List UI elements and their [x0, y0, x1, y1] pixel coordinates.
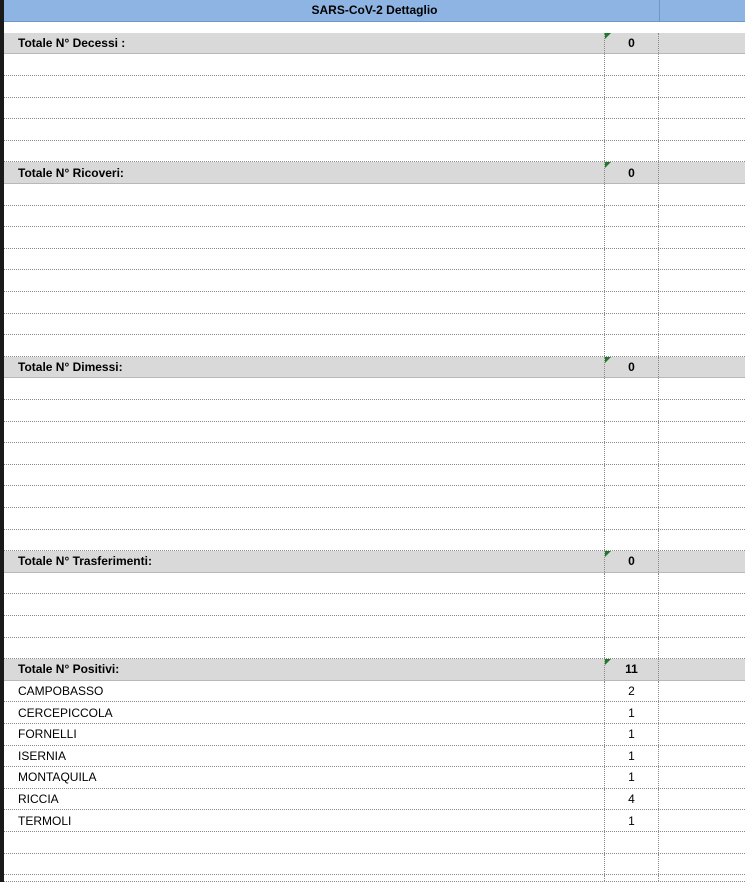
municipality-name[interactable]: CERCEPICCOLA [4, 702, 605, 723]
comment-indicator-icon [605, 162, 611, 168]
decessi-value[interactable]: 0 [605, 33, 659, 54]
empty-cell[interactable] [659, 681, 745, 702]
dimessi-label[interactable]: Totale N° Dimessi: [4, 357, 605, 378]
header-extra-cell[interactable] [659, 0, 745, 21]
comment-indicator-icon [605, 551, 611, 557]
table-row[interactable] [4, 767, 745, 789]
municipality-name[interactable]: TERMOLI [4, 810, 605, 831]
municipality-name[interactable]: CAMPOBASSO [4, 681, 605, 702]
empty-row[interactable] [4, 573, 745, 595]
comment-indicator-icon [605, 357, 611, 363]
positive-count[interactable]: 1 [605, 810, 659, 831]
empty-row[interactable] [4, 335, 745, 357]
table-row[interactable] [4, 702, 745, 724]
empty-row[interactable] [4, 875, 745, 882]
empty-row[interactable] [4, 54, 745, 76]
trasferimenti-value[interactable]: 0 [605, 551, 659, 572]
positive-count[interactable]: 1 [605, 702, 659, 723]
empty-row[interactable] [4, 227, 745, 249]
empty-row[interactable] [4, 76, 745, 98]
ricoveri-label[interactable]: Totale N° Ricoveri: [4, 162, 605, 183]
empty-row[interactable] [4, 854, 745, 876]
comment-indicator-icon [605, 659, 611, 665]
section-ricoveri[interactable] [4, 162, 745, 184]
comment-indicator-icon [605, 33, 611, 39]
empty-row[interactable] [4, 98, 745, 120]
empty-row[interactable] [4, 616, 745, 638]
empty-cell[interactable] [659, 702, 745, 723]
municipality-name[interactable]: MONTAQUILA [4, 767, 605, 788]
empty-row[interactable] [4, 443, 745, 465]
section-positivi[interactable] [4, 659, 745, 681]
positive-count[interactable]: 1 [605, 767, 659, 788]
decessi-label[interactable]: Totale N° Decessi : [4, 33, 605, 54]
empty-row[interactable] [4, 141, 745, 163]
trasferimenti-label[interactable]: Totale N° Trasferimenti: [4, 551, 605, 572]
sheet-header-row[interactable] [4, 0, 745, 22]
sheet-left-border [0, 0, 4, 882]
empty-cell[interactable] [659, 789, 745, 810]
empty-cell[interactable] [659, 810, 745, 831]
empty-row[interactable] [4, 206, 745, 228]
empty-row[interactable] [4, 249, 745, 271]
empty-row[interactable] [4, 270, 745, 292]
empty-row[interactable] [4, 314, 745, 336]
empty-row[interactable] [4, 119, 745, 141]
table-row[interactable] [4, 681, 745, 703]
positive-count[interactable]: 1 [605, 746, 659, 767]
table-row[interactable] [4, 746, 745, 768]
sheet-title: SARS-CoV-2 Dettaglio [311, 3, 438, 18]
empty-row[interactable] [4, 378, 745, 400]
section-dimessi[interactable] [4, 357, 745, 379]
empty-row[interactable] [4, 184, 745, 206]
positivi-label[interactable]: Totale N° Positivi: [4, 659, 605, 680]
empty-row[interactable] [4, 832, 745, 854]
section-decessi[interactable] [4, 33, 745, 55]
positive-count[interactable]: 4 [605, 789, 659, 810]
empty-cell[interactable] [659, 724, 745, 745]
positivi-value[interactable]: 11 [605, 659, 659, 680]
empty-row[interactable] [4, 465, 745, 487]
municipality-name[interactable]: FORNELLI [4, 724, 605, 745]
municipality-name[interactable]: ISERNIA [4, 746, 605, 767]
table-row[interactable] [4, 810, 745, 832]
empty-cell[interactable] [659, 162, 745, 183]
table-row[interactable] [4, 724, 745, 746]
empty-row[interactable] [4, 486, 745, 508]
empty-row[interactable] [4, 400, 745, 422]
empty-cell[interactable] [659, 33, 745, 54]
ricoveri-value[interactable]: 0 [605, 162, 659, 183]
empty-row[interactable] [4, 594, 745, 616]
empty-cell[interactable] [659, 357, 745, 378]
empty-row[interactable] [4, 508, 745, 530]
empty-cell[interactable] [659, 767, 745, 788]
empty-row[interactable] [4, 292, 745, 314]
empty-row[interactable] [4, 638, 745, 660]
positive-count[interactable]: 1 [605, 724, 659, 745]
empty-cell[interactable] [659, 746, 745, 767]
table-row[interactable] [4, 789, 745, 811]
positive-count[interactable]: 2 [605, 681, 659, 702]
municipality-name[interactable]: RICCIA [4, 789, 605, 810]
empty-cell[interactable] [659, 551, 745, 572]
empty-row[interactable] [4, 422, 745, 444]
dimessi-value[interactable]: 0 [605, 357, 659, 378]
empty-cell[interactable] [659, 659, 745, 680]
section-trasferimenti[interactable] [4, 551, 745, 573]
empty-row[interactable] [4, 530, 745, 552]
